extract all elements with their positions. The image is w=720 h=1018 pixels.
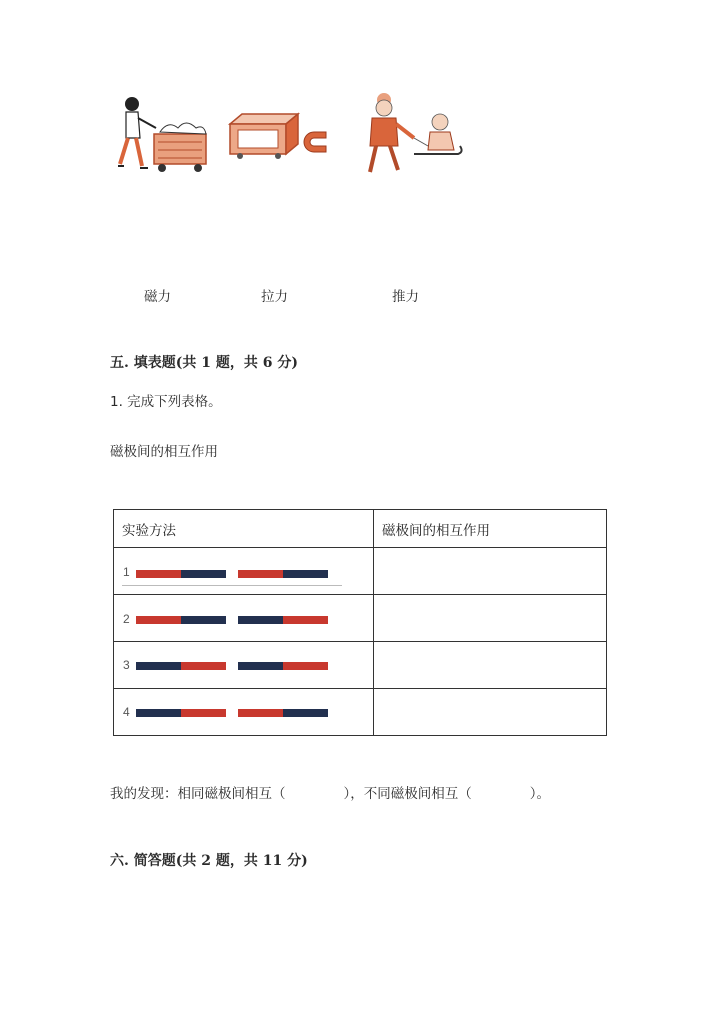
finding-middle: ），不同磁极间相互（ bbox=[343, 786, 472, 802]
row-number: 2 bbox=[123, 612, 130, 626]
section5-question: 1. 完成下列表格。 bbox=[110, 394, 222, 410]
answer-cell-1[interactable] bbox=[374, 548, 607, 595]
row-number: 3 bbox=[123, 658, 130, 672]
method-cell-1 bbox=[114, 548, 374, 595]
table-row bbox=[114, 689, 607, 736]
answer-cell-4[interactable] bbox=[374, 689, 607, 736]
bar-magnet bbox=[136, 709, 226, 717]
row-number: 1 bbox=[123, 565, 130, 579]
divider-line bbox=[122, 585, 342, 586]
magnet-experiment-table bbox=[113, 509, 607, 736]
bar-magnet bbox=[238, 709, 328, 717]
bar-magnet bbox=[136, 570, 226, 578]
table-header-method: 实验方法 bbox=[114, 510, 374, 548]
section6-heading: 六. 简答题(共 2 题，共 11 分) bbox=[110, 853, 308, 869]
method-cell-2 bbox=[114, 595, 374, 642]
table-header-interaction: 磁极间的相互作用 bbox=[374, 510, 607, 548]
section5-subtitle: 磁极间的相互作用 bbox=[110, 444, 218, 460]
section5-heading: 五. 填表题(共 1 题，共 6 分) bbox=[110, 355, 298, 371]
bar-magnet bbox=[238, 616, 328, 624]
force-label-pull: 拉力 bbox=[261, 289, 288, 305]
answer-cell-2[interactable] bbox=[374, 595, 607, 642]
table-row bbox=[114, 548, 607, 595]
table-header-row bbox=[114, 510, 607, 548]
bar-magnet bbox=[238, 662, 328, 670]
bar-magnet bbox=[238, 570, 328, 578]
bar-magnet bbox=[136, 616, 226, 624]
finding-suffix: ）。 bbox=[529, 786, 550, 802]
table-row bbox=[114, 642, 607, 689]
table-row bbox=[114, 595, 607, 642]
row-number: 4 bbox=[123, 705, 130, 719]
kids-pulling-sled-illustration bbox=[358, 88, 466, 180]
box-and-magnet-illustration bbox=[226, 108, 338, 164]
method-cell-3 bbox=[114, 642, 374, 689]
bar-magnet bbox=[136, 662, 226, 670]
boy-pushing-cart-illustration bbox=[108, 92, 216, 174]
force-label-magnetic: 磁力 bbox=[144, 289, 171, 305]
method-cell-4 bbox=[114, 689, 374, 736]
answer-cell-3[interactable] bbox=[374, 642, 607, 689]
force-label-push: 推力 bbox=[392, 289, 419, 305]
finding-sentence bbox=[110, 782, 550, 802]
finding-prefix: 我的发现：相同磁极间相互（ bbox=[110, 786, 286, 802]
